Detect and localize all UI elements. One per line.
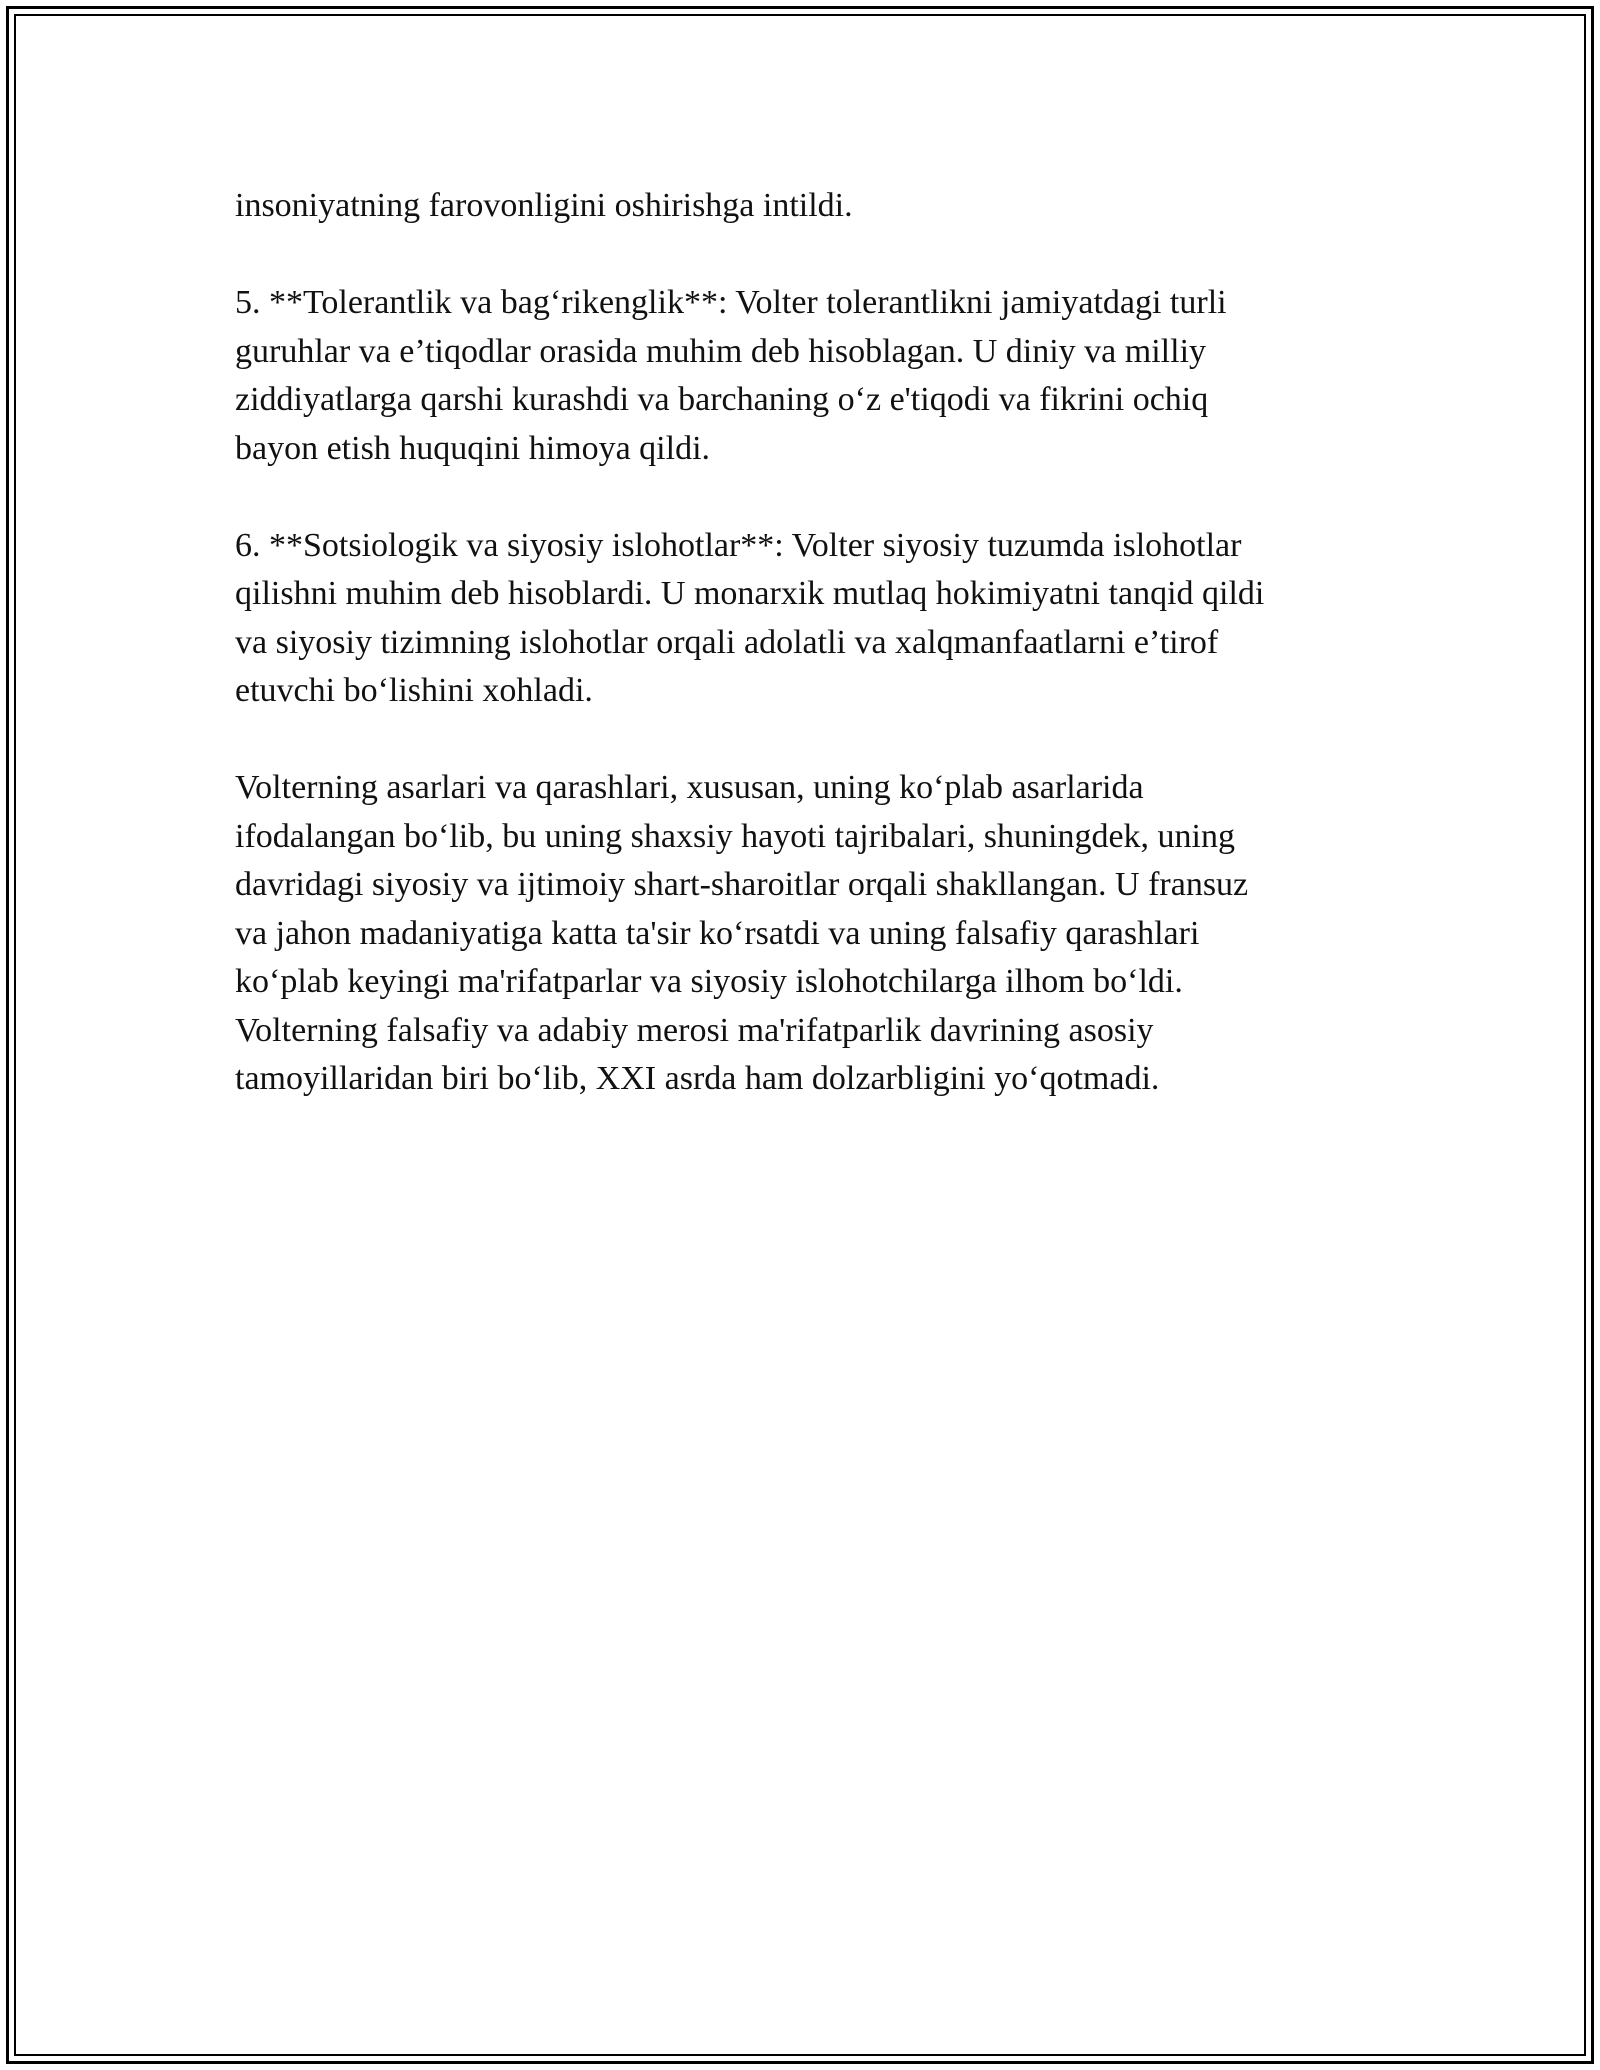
paragraph-conclusion: Volterning asarlari va qarashlari, xususan, uning ko‘plab asarlarida ifodalangan bo‘lib, bu uning shaxsiy hayoti tajribalari, shuningdek, uning davridagi siyosiy va ijtimoiy shart-sharoitlar orqali shakllangan. U fransuz va jahon madaniyatiga katta ta'sir ko‘rsatdi va uning falsafiy qarashlari ko‘plab keyingi ma'rifatparlar va siyosiy islohotchilarga ilhom bo‘ldi. Volterning falsafiy va adabiy merosi ma'rifatparlik davrining asosiy tamoyillaridan biri bo‘lib, XXI asrda ham dolzarbligini yo‘qotmadi. (235, 769, 1249, 1097)
paragraph-continuation: insoniyatning farovonligini oshirishga intildi. (235, 187, 853, 224)
document-body (235, 182, 1375, 1104)
paragraph-political-reforms: 6. **Sotsiologik va siyosiy islohotlar**: Volter siyosiy tuzumda islohotlar qilishni muhim deb hisoblardi. U monarxik mutlaq hokimiyatni tanqid qildi va siyosiy tizimning islohotlar orqali adolatli va xalqmanfaatlarni e’tirof etuvchi bo‘lishini xohladi. (235, 526, 1265, 709)
paragraph-tolerance: 5. **Tolerantlik va bag‘rikenglik**: Volter tolerantlikni jamiyatdagi turli guruhlar va e’tiqodlar orasida muhim deb hisoblagan. U diniy va milliy ziddiyatlarga qarshi kurashdi va barchaning o‘z e'tiqodi va fikrini ochiq bayon etish huquqini himoya qildi. (235, 284, 1227, 467)
